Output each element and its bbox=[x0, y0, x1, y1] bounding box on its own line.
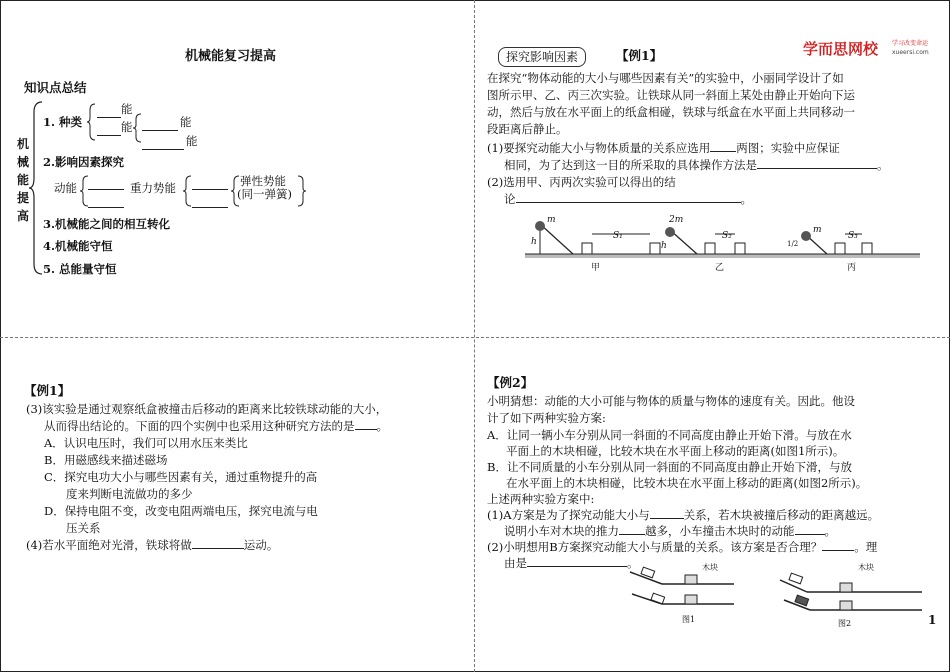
logo-slogan: 学习改变命运 bbox=[892, 40, 929, 47]
question-text: (3)该实验是通过观察纸盒被撞击后移动的距离来比较铁球动能的大小， bbox=[26, 402, 388, 416]
gravity-label: 重力势能 bbox=[130, 181, 176, 195]
gravity-brace-icon bbox=[182, 175, 192, 207]
figure-label: 乙 bbox=[715, 263, 725, 273]
figure-caption: 图2 bbox=[838, 619, 852, 628]
text: 。 bbox=[740, 192, 752, 206]
sub-question-4 bbox=[26, 537, 278, 553]
summary-label: 知识点总结 bbox=[24, 80, 87, 95]
sub-question-2-cont bbox=[504, 191, 752, 207]
blank-line bbox=[192, 178, 228, 190]
elastic-brace-right-icon bbox=[297, 175, 307, 207]
elastic-note: (同一弹簧) bbox=[237, 187, 292, 201]
elastic-label: 弹性势能 bbox=[240, 174, 286, 188]
distance-label: S₁ bbox=[613, 231, 623, 241]
text: 由是 bbox=[504, 556, 527, 570]
plan-a: A．让同一辆小车分别从同一斜面的不同高度由静止开始下滑。与放在水 bbox=[487, 428, 852, 442]
text: (4)若水平面绝对光滑，铁球将做 bbox=[26, 538, 192, 552]
question-text: 上述两种实验方案中: bbox=[487, 492, 595, 506]
topic-badge: 探究影响因素 bbox=[498, 47, 586, 67]
kinetic-label: 动能 bbox=[54, 181, 77, 195]
heavy-cart-icon bbox=[795, 595, 809, 606]
paper-box-icon bbox=[835, 243, 845, 254]
distance-label: S₃ bbox=[848, 231, 858, 241]
text: (2)小明想用B方案探究动能大小与质量的关系。该方案是否合理？ bbox=[487, 540, 823, 554]
item-conversion: 3.机械能之间的相互转化 bbox=[43, 217, 171, 231]
energy-label: 能 bbox=[121, 120, 133, 134]
item-kinds: 1. 种类 bbox=[43, 115, 83, 129]
sub-question-1 bbox=[487, 140, 840, 156]
wood-block-icon bbox=[840, 583, 852, 592]
wood-label: 木块 bbox=[858, 563, 874, 572]
paper-box-icon bbox=[862, 243, 872, 254]
option-b: B．用磁感线来描述磁场 bbox=[44, 453, 168, 467]
blank-line bbox=[192, 196, 228, 208]
figure-label: 丙 bbox=[847, 263, 857, 273]
text: 。 bbox=[376, 419, 388, 433]
blank-line bbox=[142, 119, 178, 131]
plan-b-cont: 在水平面上的木块相碰，比较木块在水平面上移动的距离(如图2所示)。 bbox=[506, 476, 868, 490]
text: (1)A方案是为了探究动能大小与 bbox=[487, 508, 650, 522]
cart-icon bbox=[651, 593, 665, 604]
answer-blank[interactable] bbox=[822, 539, 854, 551]
experiment-figure bbox=[525, 210, 925, 276]
horizontal-divider bbox=[0, 337, 950, 338]
example-heading: 【例1】 bbox=[616, 48, 663, 63]
blank-line bbox=[97, 106, 121, 118]
text: 。 bbox=[824, 524, 836, 538]
question-text: 小明猜想：动能的大小可能与物体的质量与物体的速度有关。因此。他设 bbox=[487, 394, 855, 408]
question-text: 在探究“物体动能的大小与哪些因素有关”的实验中，小丽同学设计了如 bbox=[487, 71, 844, 85]
root-label: 机械能提高 bbox=[17, 137, 30, 223]
ramp bbox=[540, 224, 573, 254]
paper-box-icon bbox=[735, 243, 745, 254]
example-heading: 【例2】 bbox=[487, 375, 534, 390]
answer-blank[interactable] bbox=[650, 507, 684, 519]
text: (1)要探究动能大小与物体质量的关系应选用 bbox=[487, 141, 711, 155]
answer-blank[interactable] bbox=[795, 523, 825, 535]
text: 两图；实验中应保证 bbox=[736, 141, 840, 155]
ground bbox=[525, 254, 920, 258]
vertical-divider bbox=[474, 0, 475, 672]
answer-blank[interactable] bbox=[757, 157, 877, 169]
sub-question-2: (2)选用甲、丙两次实验可以得出的结 bbox=[487, 175, 676, 189]
text: 运动。 bbox=[243, 538, 279, 552]
sub-question-2-cont bbox=[504, 555, 639, 571]
text: 关系，若木块被撞后移动的距离越远。 bbox=[683, 508, 880, 522]
wood-block-icon bbox=[840, 601, 852, 610]
blank-line bbox=[142, 138, 184, 150]
text: 论 bbox=[504, 192, 516, 206]
brand-logo: 学而思网校 bbox=[803, 40, 879, 58]
iron-ball-icon bbox=[801, 231, 811, 241]
option-c: C．探究电功大小与哪些因素有关，通过重物提升的高 bbox=[44, 470, 318, 484]
item-factors: 2.影响因素探究 bbox=[43, 155, 125, 169]
wood-label: 木块 bbox=[702, 563, 718, 572]
sub-question-1 bbox=[487, 507, 879, 523]
answer-blank[interactable] bbox=[516, 191, 741, 203]
wood-block-icon bbox=[685, 575, 697, 584]
question-text bbox=[44, 418, 388, 434]
energy-label: 能 bbox=[180, 115, 192, 129]
height-label: 1/2 bbox=[787, 240, 799, 248]
answer-blank[interactable] bbox=[527, 555, 627, 567]
kinds-brace-icon bbox=[86, 103, 96, 141]
question-text: 段距离后静止。 bbox=[487, 122, 568, 136]
example-heading: 【例1】 bbox=[24, 383, 71, 398]
blank-line bbox=[88, 178, 124, 190]
iron-ball-icon bbox=[665, 227, 675, 237]
item-total-energy: 5. 总能量守恒 bbox=[43, 262, 117, 276]
question-text: 图所示甲、乙、丙三次实验。让铁球从同一斜面上某处由静止开始向下运 bbox=[487, 88, 855, 102]
text: 。 bbox=[627, 556, 639, 570]
text: 从而得出结论的。下面的四个实例中也采用这种研究方法的是 bbox=[44, 419, 355, 433]
blank-line bbox=[88, 196, 124, 208]
logo-url: xueersi.com bbox=[892, 49, 929, 56]
plan-b: B．让不同质量的小车分别从同一斜面的不同高度由静止开始下滑，与放 bbox=[487, 460, 852, 474]
item-conservation: 4.机械能守恒 bbox=[43, 239, 113, 253]
paper-box-icon bbox=[705, 243, 715, 254]
option-d: D．保持电阻不变，改变电阻两端电压，探究电流与电 bbox=[44, 504, 318, 518]
sub-question-1-cont bbox=[504, 523, 836, 539]
paper-box-icon bbox=[650, 243, 660, 254]
energy-label: 能 bbox=[186, 134, 198, 148]
page-number: 1 bbox=[928, 613, 937, 627]
mass-label: 2m bbox=[669, 215, 684, 225]
text: 说明小车对木块的推力 bbox=[504, 524, 619, 538]
height-label: h bbox=[531, 237, 537, 247]
sub-question-2 bbox=[487, 539, 877, 555]
text: 越多，小车撞击木块时的动能 bbox=[645, 524, 795, 538]
option-c-cont: 度来判断电流做功的多少 bbox=[66, 487, 193, 501]
cart-experiment-figure bbox=[622, 560, 932, 630]
answer-blank[interactable] bbox=[710, 140, 736, 152]
option-a: A．认识电压时，我们可以用水压来类比 bbox=[44, 436, 248, 450]
answer-blank[interactable] bbox=[619, 523, 645, 535]
energy-label: 能 bbox=[121, 102, 133, 116]
text: 。理 bbox=[854, 540, 878, 554]
answer-blank[interactable] bbox=[192, 537, 244, 549]
answer-blank[interactable] bbox=[355, 418, 377, 430]
text: 相同，为了达到这一目的所采取的具体操作方法是 bbox=[504, 158, 757, 172]
distance-label: S₂ bbox=[722, 231, 732, 241]
root-brace-icon bbox=[28, 100, 44, 276]
figure-caption: 图1 bbox=[682, 615, 696, 624]
option-d-cont: 压关系 bbox=[66, 521, 101, 535]
text: 。 bbox=[877, 158, 889, 172]
plan-a-cont: 平面上的木块相碰，比较木块在水平面上移动的距离(如图1所示)。 bbox=[506, 444, 845, 458]
mass-label: m bbox=[813, 225, 822, 235]
question-text: 计了如下两种实验方案: bbox=[487, 411, 606, 425]
wood-block-icon bbox=[685, 595, 697, 604]
sub-brace-icon bbox=[132, 113, 142, 143]
sub-question-1-cont bbox=[504, 157, 889, 173]
blank-line bbox=[97, 124, 121, 136]
mass-label: m bbox=[547, 215, 556, 225]
cart-icon bbox=[789, 573, 803, 584]
paper-box-icon bbox=[582, 243, 592, 254]
page-title: 机械能复习提高 bbox=[185, 49, 277, 64]
iron-ball-icon bbox=[535, 221, 545, 231]
question-text: 动，然后与放在水平面上的纸盒相碰，铁球与纸盒在水平面上共同移动一 bbox=[487, 105, 855, 119]
figure-label: 甲 bbox=[591, 263, 601, 273]
height-label: h bbox=[661, 241, 667, 251]
